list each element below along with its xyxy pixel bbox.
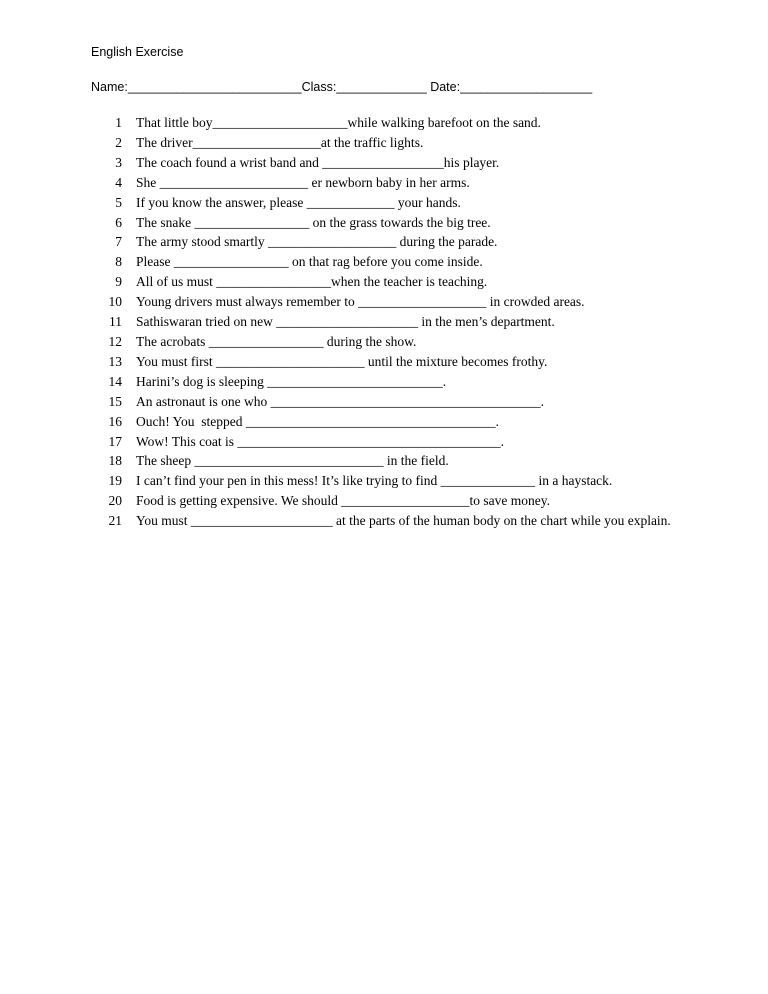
question-text: An astronaut is one who ________________________________________. [136,393,544,409]
question-text: The army stood smartly ___________________ during the parade. [136,234,498,250]
question-text: Ouch! You stepped _____________________________________. [136,413,499,429]
question-number: 14 [108,373,122,389]
question-number: 2 [115,134,122,150]
question-list [100,113,700,531]
question-text: The sheep ____________________________ in the field. [136,453,449,469]
question-text: Harini’s dog is sleeping __________________________. [136,373,447,389]
student-info-line: Name:_________________________Class:_____________ Date:___________________ [91,80,593,94]
question-item [100,392,700,412]
question-item [100,153,700,173]
question-number: 4 [115,174,122,190]
question-text: If you know the answer, please _____________ your hands. [136,194,461,210]
question-number: 3 [115,154,122,170]
question-number: 7 [115,234,122,250]
question-item [100,332,700,352]
question-number: 5 [115,194,122,210]
question-number: 9 [115,274,122,290]
question-number: 20 [108,493,122,509]
question-number: 15 [108,393,122,409]
question-item [100,292,700,312]
question-text: The acrobats _________________ during the show. [136,333,417,349]
question-item [100,412,700,432]
question-item [100,193,700,213]
question-text: Sathiswaran tried on new _____________________ in the men’s department. [136,314,555,330]
question-item [100,511,700,531]
question-number: 13 [108,353,122,369]
question-text: You must _____________________ at the parts of the human body on the chart while you explain. [136,513,671,529]
question-item [100,173,700,193]
question-text: The snake _________________ on the grass towards the big tree. [136,214,491,230]
question-text: That little boy____________________while walking barefoot on the sand. [136,115,541,130]
question-text: She ______________________ er newborn baby in her arms. [136,174,470,190]
question-item [100,451,700,471]
document-title: English Exercise [91,45,184,59]
question-number: 12 [108,333,122,349]
question-number: 10 [108,294,122,310]
question-item [100,133,700,153]
question-item [100,372,700,392]
question-item [100,312,700,332]
question-item [100,232,700,252]
question-item [100,432,700,452]
question-text: Please _________________ on that rag before you come inside. [136,254,483,270]
question-number: 8 [115,254,122,270]
question-item [100,272,700,292]
question-text: All of us must _________________when the teacher is teaching. [136,274,488,290]
question-text: Food is getting expensive. We should ___________________to save money. [136,493,551,509]
question-number: 16 [108,413,122,429]
question-item [100,352,700,372]
question-item [100,252,700,272]
question-text: The driver___________________at the traffic lights. [136,134,424,150]
question-text: Wow! This coat is _______________________________________. [136,433,505,449]
question-number: 1 [115,115,122,130]
question-text: Young drivers must always remember to ___________________ in crowded areas. [136,294,585,310]
question-item [100,113,700,133]
question-number: 21 [108,513,122,529]
question-text: The coach found a wrist band and __________________his player. [136,154,500,170]
question-number: 17 [108,433,122,449]
question-item [100,491,700,511]
question-number: 18 [108,453,122,469]
question-text: You must first ______________________ until the mixture becomes frothy. [136,353,548,369]
question-number: 19 [108,473,122,489]
question-number: 6 [115,214,122,230]
question-item [100,471,700,491]
question-text: I can’t find your pen in this mess! It’s like trying to find ______________ in a haystack. [136,473,613,489]
question-item [100,213,700,233]
question-number: 11 [109,314,122,330]
